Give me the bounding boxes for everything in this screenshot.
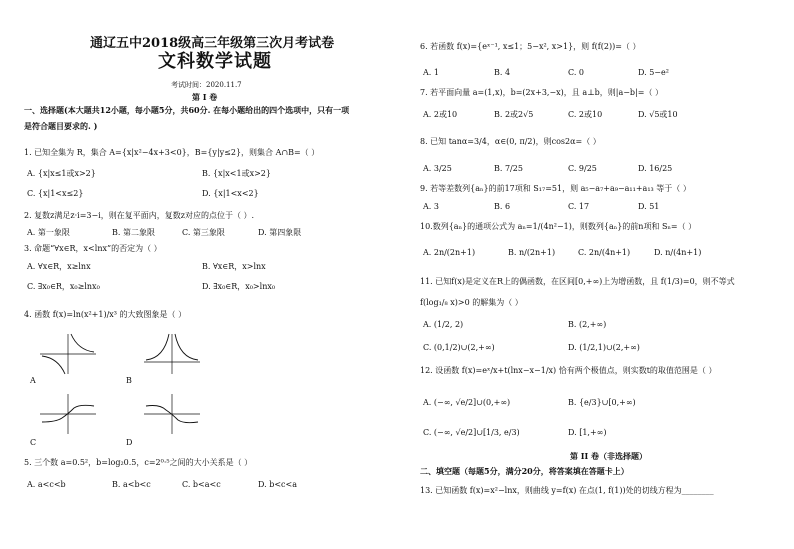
fill-in-heading: 二、填空题（每题5分，满分20分，将答案填在答题卡上） [420,466,629,476]
q3-option-a[interactable]: A. ∀x∈R，x≥lnx [27,262,91,271]
q10-option-b[interactable]: B. n/(2n+1) [508,248,556,257]
q1-option-b[interactable]: B. {x|x<1或x>2} [202,169,271,178]
q10-option-a[interactable]: A. 2n/(2n+1) [423,248,476,257]
exam-time: 考试时间：2020.11.7 [171,81,242,89]
q9-option-a[interactable]: A. 3 [423,202,439,211]
q6-option-d[interactable]: D. 5−e² [638,68,669,77]
q7-option-b[interactable]: B. 2或2√5 [494,110,534,119]
q4-label-d: D [126,438,133,447]
q11-stem-line2: f(log₁/₈ x)>0 的解集为（ ） [420,298,523,307]
q4-graph-a[interactable] [38,332,98,376]
q5-option-d[interactable]: D. b<c<a [258,480,297,489]
volume1-heading: 第 I 卷 [192,92,218,102]
q12-option-a[interactable]: A. (−∞, √e/2]∪(0,+∞) [423,398,511,407]
q7-stem: 7. 若平面向量 a=(1,x)，b=(2x+3,−x)，且 a⊥b，则|a−b|=（ ） [420,88,663,97]
q8-stem: 8. 已知 tanα=3/4，α∈(0, π/2)，则cos2α=（ ） [420,137,601,146]
q7-option-d[interactable]: D. √5或10 [638,110,678,119]
q3-stem: 3. 命题“∀x∈R，x<lnx”的否定为（ ） [24,244,162,253]
q1-option-d[interactable]: D. {x|1<x<2} [202,189,259,198]
q2-option-c[interactable]: C. 第三象限 [182,228,225,237]
q6-option-c[interactable]: C. 0 [568,68,585,77]
q4-graph-d[interactable] [142,392,202,436]
q12-option-c[interactable]: C. (−∞, √e/2]∪[1/3, e/3) [423,428,520,437]
q11-option-c[interactable]: C. (0,1/2)∪(2,+∞) [423,343,495,352]
q7-option-c[interactable]: C. 2或10 [568,110,603,119]
q6-option-a[interactable]: A. 1 [423,68,439,77]
q12-option-b[interactable]: B. {e/3}∪[0,+∞) [568,398,636,407]
q3-option-d[interactable]: D. ∃x₀∈R，x₀>lnx₀ [202,282,276,291]
q5-option-a[interactable]: A. a<c<b [27,480,66,489]
q11-option-b[interactable]: B. (2,+∞) [568,320,607,329]
q10-option-c[interactable]: C. 2n/(4n+1) [578,248,631,257]
q10-option-d[interactable]: D. n/(4n+1) [654,248,702,257]
q9-option-b[interactable]: B. 6 [494,202,511,211]
q4-label-a: A [30,376,36,385]
q4-label-c: C [30,438,37,447]
q11-stem-line1: 11. 已知f(x)是定义在R上的偶函数，在区间[0,+∞)上为增函数，且 f(1/3)=0，则不等式 [420,277,735,286]
school-title: 通辽五中2018级高三年级第三次月考试卷 [90,36,335,51]
q5-stem: 5. 三个数 a=0.5²，b=log₂0.5，c=2⁰·⁵之间的大小关系是（ ） [24,458,253,467]
q13-stem: 13. 已知函数 f(x)=x²−lnx，则曲线 y=f(x) 在点(1, f(1))处的切线方程为________ [420,486,714,495]
q1-stem: 1. 已知全集为 R，集合 A={x|x²−4x+3<0}，B={y|y≤2}，则集合 A∩B=（ ） [24,148,320,157]
volume2-heading: 第 II 卷（非选择题） [570,451,648,461]
q10-stem: 10.数列{aₙ}的通项公式为 aₙ=1/(4n²−1)，则数列{aₙ}的前n项和 Sₙ=（ ） [420,222,697,231]
q9-option-c[interactable]: C. 17 [568,202,590,211]
section1-heading-line2: 是符合题目要求的. ) [24,121,98,131]
section1-heading-line1: 一、选择题(本大题共12小题，每小题5分，共60分. 在每小题给出的四个选项中，只有一项 [24,105,350,115]
q3-option-b[interactable]: B. ∀x∈R，x>lnx [202,262,266,271]
q12-option-d[interactable]: D. [1,+∞) [568,428,607,437]
q3-option-c[interactable]: C. ∃x₀∈R，x₀≥lnx₀ [27,282,100,291]
q8-option-c[interactable]: C. 9/25 [568,164,597,173]
q12-stem: 12. 设函数 f(x)=eˣ/x+t(lnx−x−1/x) 恰有两个极值点，则实数t的取值范围是（ ） [420,366,717,375]
q4-graph-b[interactable] [142,332,202,376]
q4-graph-c[interactable] [38,392,98,436]
q1-option-a[interactable]: A. {x|x≤1或x>2} [27,169,96,178]
q6-option-b[interactable]: B. 4 [494,68,511,77]
q8-option-d[interactable]: D. 16/25 [638,164,673,173]
q2-option-b[interactable]: B. 第二象限 [112,228,155,237]
q2-stem: 2. 复数z满足z·i=3−i，则在复平面内，复数z对应的点位于（ ）. [24,211,255,220]
q5-option-c[interactable]: C. b<a<c [182,480,221,489]
q4-stem: 4. 函数 f(x)=ln(x²+1)/x³ 的大致图象是（ ） [24,310,187,319]
q4-label-b: B [126,376,132,385]
q8-option-a[interactable]: A. 3/25 [423,164,452,173]
q9-option-d[interactable]: D. 51 [638,202,660,211]
q5-option-b[interactable]: B. a<b<c [112,480,151,489]
q1-option-c[interactable]: C. {x|1<x≤2} [27,189,84,198]
subject-title: 文科数学试题 [158,51,272,72]
q6-stem: 6. 若函数 f(x)={eˣ⁻¹, x≤1；5−x², x>1}，则 f(f(2))=（ ） [420,42,641,51]
q2-option-a[interactable]: A. 第一象限 [27,228,70,237]
q8-option-b[interactable]: B. 7/25 [494,164,523,173]
q7-option-a[interactable]: A. 2或10 [423,110,458,119]
q2-option-d[interactable]: D. 第四象限 [258,228,302,237]
q11-option-d[interactable]: D. (1/2,1)∪(2,+∞) [568,343,640,352]
q11-option-a[interactable]: A. (1/2, 2) [423,320,464,329]
q9-stem: 9. 若等差数列{aₙ}的前17项和 S₁₇=51，则 a₅−a₇+a₉−a₁₁+a₁₃ 等于（ ） [420,184,691,193]
